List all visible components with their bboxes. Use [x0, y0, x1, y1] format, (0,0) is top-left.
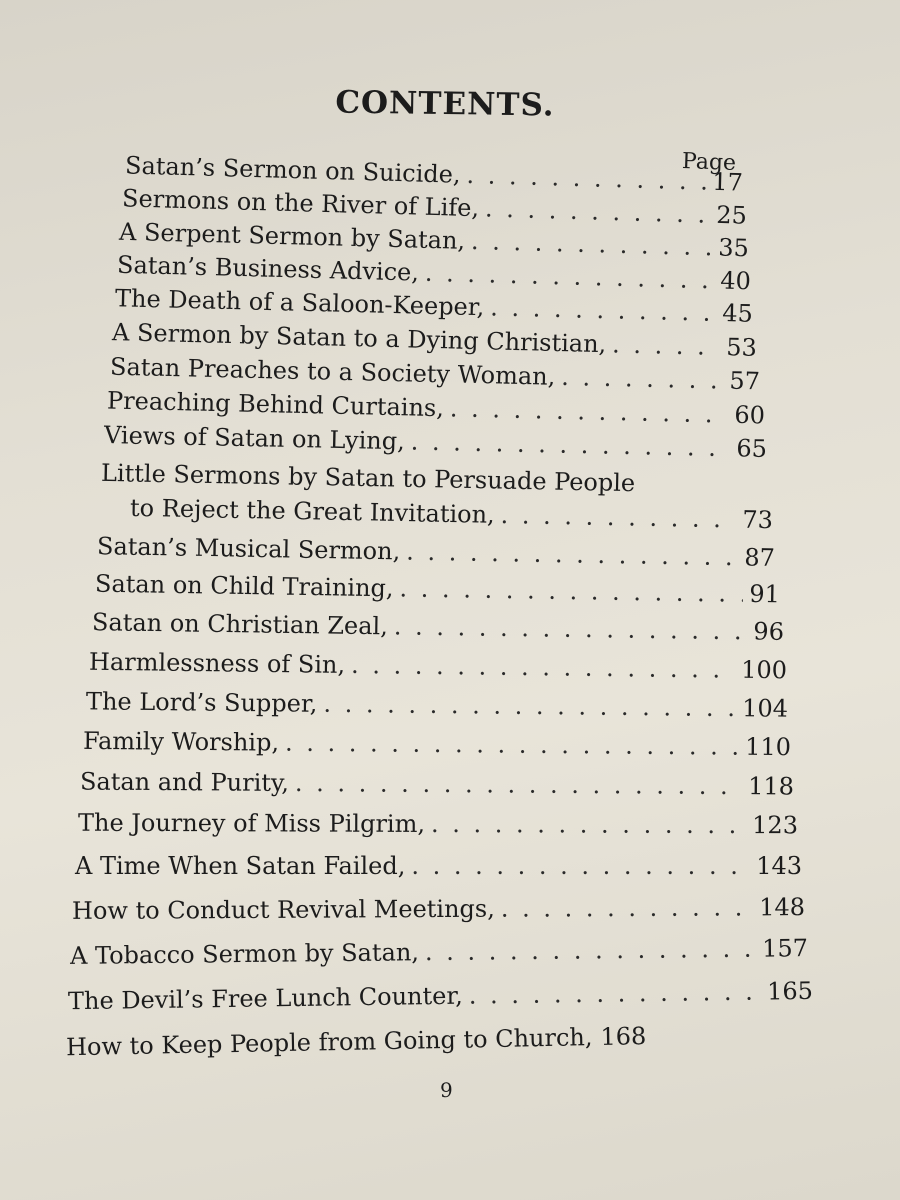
entry-title: A Tobacco Sermon by Satan, — [69, 938, 420, 970]
entry-page: 157 — [762, 934, 809, 963]
entry-title: A Time When Satan Failed, — [75, 852, 406, 880]
entry-title: Satan on Christian Zeal, — [91, 608, 389, 641]
entry-page: 91 — [749, 579, 781, 609]
entry-title: How to Conduct Revival Meetings, — [71, 894, 495, 925]
toc-entry — [89, 648, 787, 685]
toc-entry — [75, 852, 802, 880]
dot-leader — [411, 852, 750, 880]
dot-leader — [406, 537, 739, 571]
entry-title: The Lord’s Supper, — [85, 687, 318, 718]
dot-leader — [561, 363, 724, 395]
entry-page: 100 — [740, 655, 788, 685]
dot-leader — [410, 427, 730, 462]
dot-leader — [295, 769, 742, 800]
entry-page: 60 — [734, 400, 766, 430]
dot-leader — [431, 810, 746, 839]
entry-page: 148 — [759, 893, 806, 922]
toc-entry — [70, 934, 808, 970]
toc-entry — [86, 687, 788, 722]
toc-entry — [72, 893, 805, 925]
entry-title: A Sermon by Satan to a Dying Christian, — [111, 318, 607, 359]
dot-leader — [500, 501, 736, 534]
entry-title: Satan’s Business Advice, — [116, 250, 420, 287]
entry-page: 168 — [600, 1022, 647, 1051]
page-number: 9 — [440, 1078, 453, 1102]
entry-title: Satan on Child Training, — [94, 569, 394, 603]
entry-title: The Death of a Saloon-Keeper, — [114, 284, 485, 322]
toc-entry — [92, 608, 784, 646]
entry-page: 96 — [753, 617, 785, 646]
entry-page: 118 — [748, 772, 795, 801]
dot-leader — [485, 194, 711, 228]
dot-leader — [471, 227, 713, 261]
toc-entry — [80, 768, 794, 801]
entry-page: 87 — [744, 543, 776, 572]
entry-title-continued: to Reject the Great Invitation, — [129, 493, 495, 529]
dot-leader — [285, 729, 739, 761]
dot-leader — [425, 259, 715, 295]
toc-entry — [66, 1019, 818, 1061]
entry-title: Sermons on the River of Life, — [121, 184, 480, 223]
dot-leader — [466, 161, 707, 196]
entry-title: A Serpent Sermon by Satan, — [118, 217, 466, 255]
dot-leader — [490, 293, 717, 327]
dot-leader — [394, 612, 748, 645]
dot-leader — [501, 893, 754, 922]
entry-page: 45 — [722, 299, 754, 328]
entry-page: 143 — [756, 852, 802, 880]
entry-page: 104 — [742, 694, 789, 723]
toc-entry-title-line: Little Sermons by Satan to Persuade People — [100, 458, 636, 498]
entry-title: Views of Satan on Lying, — [103, 421, 406, 456]
entry-page: 123 — [752, 811, 799, 840]
dot-leader — [351, 651, 735, 684]
toc-entry — [95, 570, 780, 609]
dot-leader — [399, 574, 743, 607]
toc-entry — [83, 727, 791, 761]
entry-page: 17 — [711, 167, 744, 197]
entry-title: Family Worship, — [82, 726, 280, 757]
entry-title: Preaching Behind Curtains, — [106, 386, 445, 423]
toc-entry — [104, 421, 767, 463]
dot-leader — [596, 1023, 597, 1051]
entry-page: 53 — [726, 333, 758, 362]
entry-title: Satan’s Sermon on Suicide, — [124, 151, 461, 189]
entry-page: 165 — [766, 976, 814, 1006]
contents-heading: CONTENTS. — [335, 84, 555, 124]
dot-leader — [323, 690, 736, 722]
toc-entry — [68, 977, 813, 1015]
entry-title: Satan’s Musical Sermon, — [96, 532, 401, 566]
entry-title: How to Keep People from Going to Church, — [65, 1023, 593, 1062]
entry-title: Satan Preaches to a Society Woman, — [109, 352, 556, 391]
entry-title: The Devil’s Free Lunch Counter, — [67, 981, 464, 1016]
entry-page: 57 — [729, 366, 761, 396]
entry-page: 73 — [742, 505, 774, 535]
entry-page: 40 — [719, 266, 752, 296]
toc-entry — [78, 809, 798, 840]
toc-entry — [130, 494, 773, 534]
entry-page: 110 — [745, 732, 792, 762]
entry-page: 25 — [715, 200, 748, 230]
entry-title: The Journey of Miss Pilgrim, — [77, 808, 426, 838]
toc-entry — [97, 532, 775, 572]
dot-leader — [425, 935, 757, 966]
dot-leader — [469, 978, 762, 1010]
page-column-label: Page — [681, 149, 737, 176]
entry-title: Satan and Purity, — [79, 767, 290, 797]
entry-page: 35 — [717, 233, 750, 263]
dot-leader — [612, 330, 721, 361]
entry-title: Harmlessness of Sin, — [88, 647, 346, 679]
entry-page: 65 — [736, 434, 768, 463]
dot-leader — [450, 394, 729, 428]
